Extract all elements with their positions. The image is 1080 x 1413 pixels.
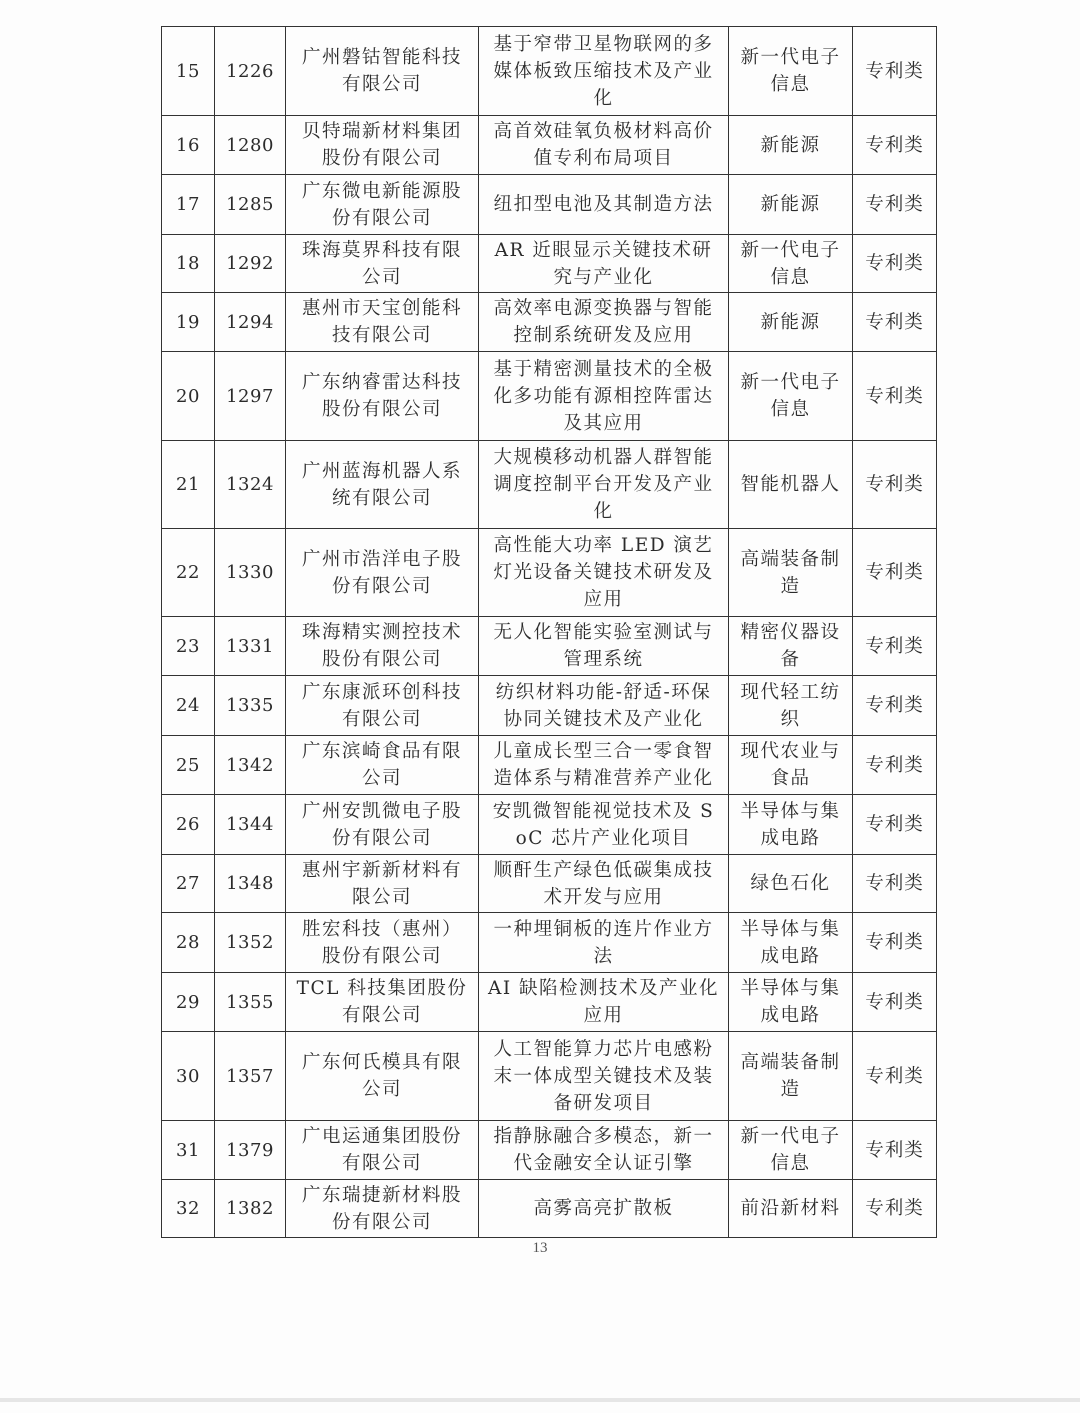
project-category: 专利类 (853, 175, 937, 235)
project-category: 专利类 (853, 795, 937, 855)
industry-field: 新能源 (729, 116, 853, 175)
industry-field: 现代农业与食品 (729, 736, 853, 795)
industry-field: 智能机器人 (729, 441, 853, 529)
company-name: 贝特瑞新材料集团股份有限公司 (286, 116, 479, 175)
page-number: 13 (532, 1240, 548, 1256)
table-row (162, 116, 937, 175)
project-name: AI 缺陷检测技术及产业化应用 (479, 973, 729, 1032)
industry-field: 新一代电子信息 (729, 27, 853, 116)
project-name: 高雾高亮扩散板 (479, 1180, 729, 1238)
project-name: 无人化智能实验室测试与管理系统 (479, 617, 729, 676)
row-number: 15 (162, 27, 215, 116)
row-number: 21 (162, 441, 215, 529)
row-number: 20 (162, 352, 215, 441)
company-name: 广东瑞捷新材料股份有限公司 (286, 1180, 479, 1238)
project-category: 专利类 (853, 27, 937, 116)
row-number: 16 (162, 116, 215, 175)
row-number: 26 (162, 795, 215, 855)
project-category: 专利类 (853, 855, 937, 913)
industry-field: 现代轻工纺织 (729, 676, 853, 736)
row-number: 31 (162, 1121, 215, 1180)
project-id: 1348 (215, 855, 286, 913)
company-name: 广东微电新能源股份有限公司 (286, 175, 479, 235)
table-row (162, 795, 937, 855)
industry-field: 前沿新材料 (729, 1180, 853, 1238)
industry-field: 绿色石化 (729, 855, 853, 913)
project-category: 专利类 (853, 913, 937, 973)
company-name: 广东纳睿雷达科技股份有限公司 (286, 352, 479, 441)
row-number: 29 (162, 973, 215, 1032)
table-row (162, 676, 937, 736)
project-category: 专利类 (853, 1121, 937, 1180)
project-name: 安凯微智能视觉技术及 SoC 芯片产业化项目 (479, 795, 729, 855)
table-row (162, 973, 937, 1032)
industry-field: 半导体与集成电路 (729, 795, 853, 855)
table-row (162, 27, 937, 116)
table-row (162, 529, 937, 617)
industry-field: 半导体与集成电路 (729, 913, 853, 973)
project-id: 1357 (215, 1032, 286, 1121)
row-number: 24 (162, 676, 215, 736)
project-category: 专利类 (853, 293, 937, 352)
project-id: 1292 (215, 235, 286, 293)
project-name: 纺织材料功能-舒适-环保协同关键技术及产业化 (479, 676, 729, 736)
company-name: 广电运通集团股份有限公司 (286, 1121, 479, 1180)
project-name: 高性能大功率 LED 演艺灯光设备关键技术研发及应用 (479, 529, 729, 617)
company-name: 珠海莫界科技有限公司 (286, 235, 479, 293)
project-id: 1330 (215, 529, 286, 617)
project-name: AR 近眼显示关键技术研究与产业化 (479, 235, 729, 293)
table-row (162, 235, 937, 293)
project-id: 1331 (215, 617, 286, 676)
company-name: TCL 科技集团股份有限公司 (286, 973, 479, 1032)
industry-field: 新一代电子信息 (729, 1121, 853, 1180)
page-bottom-edge (0, 1398, 1080, 1402)
project-category: 专利类 (853, 116, 937, 175)
project-id: 1324 (215, 441, 286, 529)
table-row (162, 913, 937, 973)
company-name: 广州磐钴智能科技有限公司 (286, 27, 479, 116)
project-category: 专利类 (853, 676, 937, 736)
row-number: 18 (162, 235, 215, 293)
project-name: 基于窄带卫星物联网的多媒体板致压缩技术及产业化 (479, 27, 729, 116)
project-name: 指静脉融合多模态，新一代金融安全认证引擎 (479, 1121, 729, 1180)
project-category: 专利类 (853, 1032, 937, 1121)
company-name: 广州市浩洋电子股份有限公司 (286, 529, 479, 617)
table-row (162, 441, 937, 529)
company-name: 广东滨崎食品有限公司 (286, 736, 479, 795)
project-id: 1342 (215, 736, 286, 795)
project-name: 高首效硅氧负极材料高价值专利布局项目 (479, 116, 729, 175)
row-number: 32 (162, 1180, 215, 1238)
project-category: 专利类 (853, 1180, 937, 1238)
row-number: 25 (162, 736, 215, 795)
table-row (162, 1032, 937, 1121)
project-category: 专利类 (853, 529, 937, 617)
company-name: 胜宏科技（惠州）股份有限公司 (286, 913, 479, 973)
row-number: 19 (162, 293, 215, 352)
row-number: 22 (162, 529, 215, 617)
row-number: 28 (162, 913, 215, 973)
project-id: 1297 (215, 352, 286, 441)
project-category: 专利类 (853, 617, 937, 676)
industry-field: 新一代电子信息 (729, 235, 853, 293)
project-category: 专利类 (853, 235, 937, 293)
project-name: 纽扣型电池及其制造方法 (479, 175, 729, 235)
table-row (162, 293, 937, 352)
project-id: 1379 (215, 1121, 286, 1180)
project-id: 1294 (215, 293, 286, 352)
project-name: 顺酐生产绿色低碳集成技术开发与应用 (479, 855, 729, 913)
project-name: 儿童成长型三合一零食智造体系与精准营养产业化 (479, 736, 729, 795)
award-list-table (161, 26, 937, 1238)
industry-field: 新能源 (729, 175, 853, 235)
row-number: 23 (162, 617, 215, 676)
project-name: 基于精密测量技术的全极化多功能有源相控阵雷达及其应用 (479, 352, 729, 441)
project-id: 1335 (215, 676, 286, 736)
table-row (162, 617, 937, 676)
project-id: 1226 (215, 27, 286, 116)
project-category: 专利类 (853, 736, 937, 795)
company-name: 广州安凯微电子股份有限公司 (286, 795, 479, 855)
company-name: 惠州宇新新材料有限公司 (286, 855, 479, 913)
project-category: 专利类 (853, 441, 937, 529)
table-row (162, 175, 937, 235)
project-name: 大规模移动机器人群智能调度控制平台开发及产业化 (479, 441, 729, 529)
row-number: 30 (162, 1032, 215, 1121)
project-id: 1280 (215, 116, 286, 175)
project-id: 1285 (215, 175, 286, 235)
project-id: 1344 (215, 795, 286, 855)
industry-field: 高端装备制造 (729, 1032, 853, 1121)
project-category: 专利类 (853, 352, 937, 441)
industry-field: 半导体与集成电路 (729, 973, 853, 1032)
project-name: 高效率电源变换器与智能控制系统研发及应用 (479, 293, 729, 352)
company-name: 广州蓝海机器人系统有限公司 (286, 441, 479, 529)
industry-field: 新能源 (729, 293, 853, 352)
table-row (162, 352, 937, 441)
project-id: 1382 (215, 1180, 286, 1238)
company-name: 珠海精实测控技术股份有限公司 (286, 617, 479, 676)
company-name: 惠州市天宝创能科技有限公司 (286, 293, 479, 352)
company-name: 广东何氏模具有限公司 (286, 1032, 479, 1121)
row-number: 17 (162, 175, 215, 235)
table-row (162, 736, 937, 795)
table-row (162, 1121, 937, 1180)
project-name: 一种埋铜板的连片作业方法 (479, 913, 729, 973)
project-id: 1352 (215, 913, 286, 973)
industry-field: 精密仪器设备 (729, 617, 853, 676)
company-name: 广东康派环创科技有限公司 (286, 676, 479, 736)
table-body (162, 27, 937, 1238)
project-name: 人工智能算力芯片电感粉末一体成型关键技术及装备研发项目 (479, 1032, 729, 1121)
project-id: 1355 (215, 973, 286, 1032)
industry-field: 新一代电子信息 (729, 352, 853, 441)
table-row (162, 855, 937, 913)
row-number: 27 (162, 855, 215, 913)
table-row (162, 1180, 937, 1238)
industry-field: 高端装备制造 (729, 529, 853, 617)
project-category: 专利类 (853, 973, 937, 1032)
